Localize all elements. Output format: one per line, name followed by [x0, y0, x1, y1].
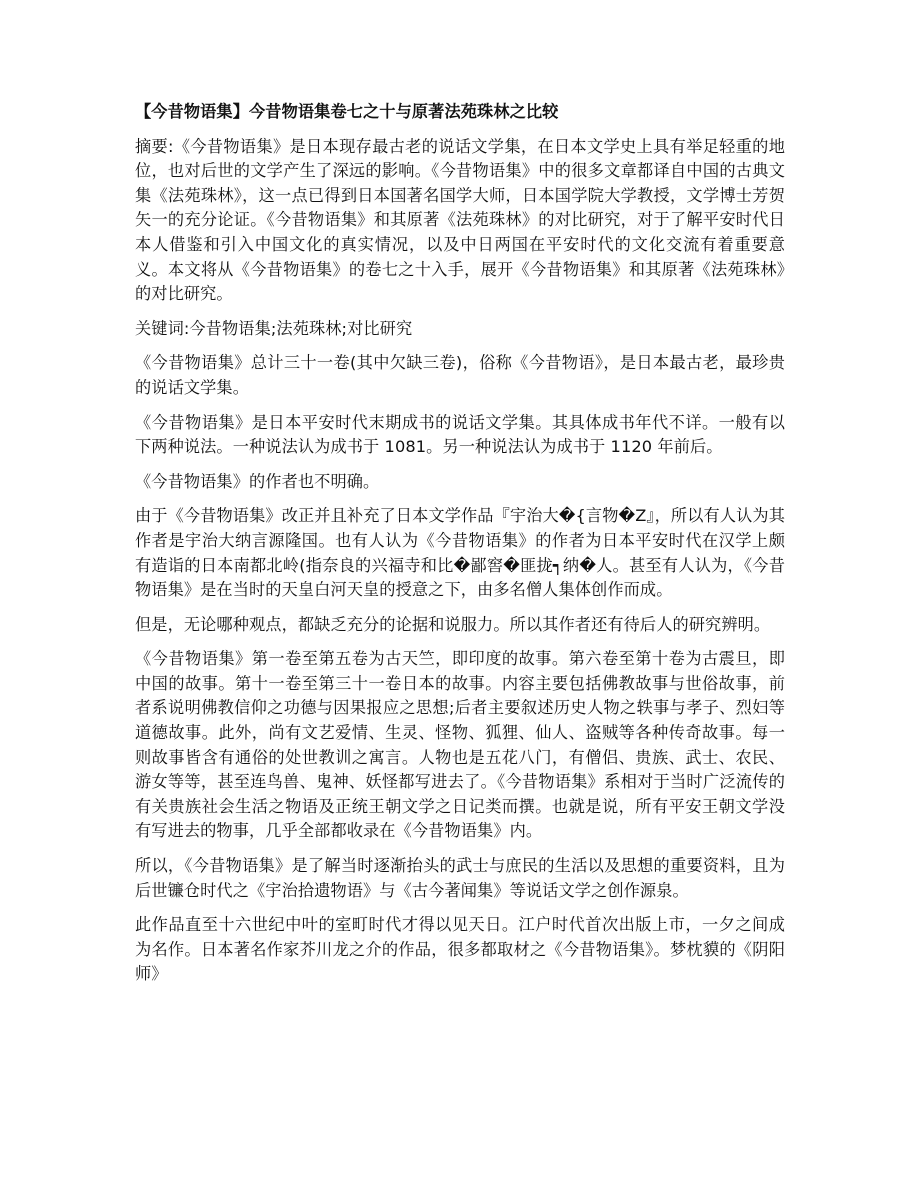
keywords-paragraph: 关键词:今昔物语集;法苑珠林;对比研究 [135, 318, 413, 338]
body-paragraph: 由于《今昔物语集》改正并且补充了日本文学作品『宇治大�{言物�Z』，所以有人认为其作者是宇治大纳言源隆国。也有人认为《今昔物语集》的作者为日本平安时代在汉学上颇有造诣的日本南都北岭(指奈良的兴福寺和比�鄙窖�匪拢┑纳�人。甚至有人认为，《今昔物语集》是在当时的天皇白河天皇的授意之下，由多名僧人集体创作而成。 [135, 506, 785, 600]
body-paragraph: 《今昔物语集》是日本平安时代末期成书的说话文学集。其具体成书年代不详。一般有以下两种说法。一种说法认为成书于 1081。另一种说法认为成书于 1120 年前后。 [135, 412, 785, 457]
body-paragraph: 但是，无论哪种观点，都缺乏充分的论据和说服力。所以其作者还有待后人的研究辨明。 [135, 614, 771, 634]
body-paragraph: 《今昔物语集》的作者也不明确。 [135, 471, 380, 491]
document-title: 【今昔物语集】今昔物语集卷七之十与原著法苑珠林之比较 [135, 102, 559, 121]
body-paragraph: 《今昔物语集》总计三十一卷(其中欠缺三卷)，俗称《今昔物语》，是日本最古老，最珍贵的说话文学集。 [135, 353, 785, 397]
body-paragraph: 《今昔物语集》第一卷至第五卷为古天竺，即印度的故事。第六卷至第十卷为古震旦，即中国的故事。第十一卷至第三十一卷日本的故事。内容主要包括佛教故事与世俗故事，前者系说明佛教信仰之功德与因果报应之思想;后者主要叙述历史人物之轶事与孝子、烈妇等道德故事。此外，尚有文艺爱情、生灵、怪物、狐狸、仙人、盗贼等各种传奇故事。每一则故事皆含有通俗的处世教训之寓言。人物也是五花八门，有僧侣、贵族、武士、农民、游女等等，甚至连鸟兽、鬼神、妖怪都写进去了。《今昔物语集》系相对于当时广泛流传的有关贵族社会生活之物语及正统王朝文学之日记类而撰。也就是说，所有平安王朝文学没有写进去的物事，几乎全部都收录在《今昔物语集》内。 [135, 649, 785, 841]
document-page [135, 100, 785, 997]
abstract-paragraph: 摘要:《今昔物语集》是日本现存最古老的说话文学集，在日本文学史上具有举足轻重的地位，也对后世的文学产生了深远的影响。《今昔物语集》中的很多文章都译自中国的古典文集《法苑珠林》，这一点已得到日本国著名国学大师，日本国学院大学教授，文学博士芳贺矢一的充分论证。《今昔物语集》和其原著《法苑珠林》的对比研究，对于了解平安时代日本人借鉴和引入中国文化的真实情况，以及中日两国在平安时代的文化交流有着重要意义。本文将从《今昔物语集》的卷七之十入手，展开《今昔物语集》和其原著《法苑珠林》的对比研究。 [135, 136, 785, 304]
body-paragraph: 此作品直至十六世纪中叶的室町时代才得以见天日。江户时代首次出版上市，一夕之间成为名作。日本著名作家芥川龙之介的作品，很多都取材之《今昔物语集》。梦枕貘的《阴阳师》 [135, 915, 785, 984]
body-paragraph: 所以，《今昔物语集》是了解当时逐渐抬头的武士与庶民的生活以及思想的重要资料，且为后世镰仓时代之《宇治拾遗物语》与《古今著闻集》等说话文学之创作源泉。 [135, 856, 785, 900]
